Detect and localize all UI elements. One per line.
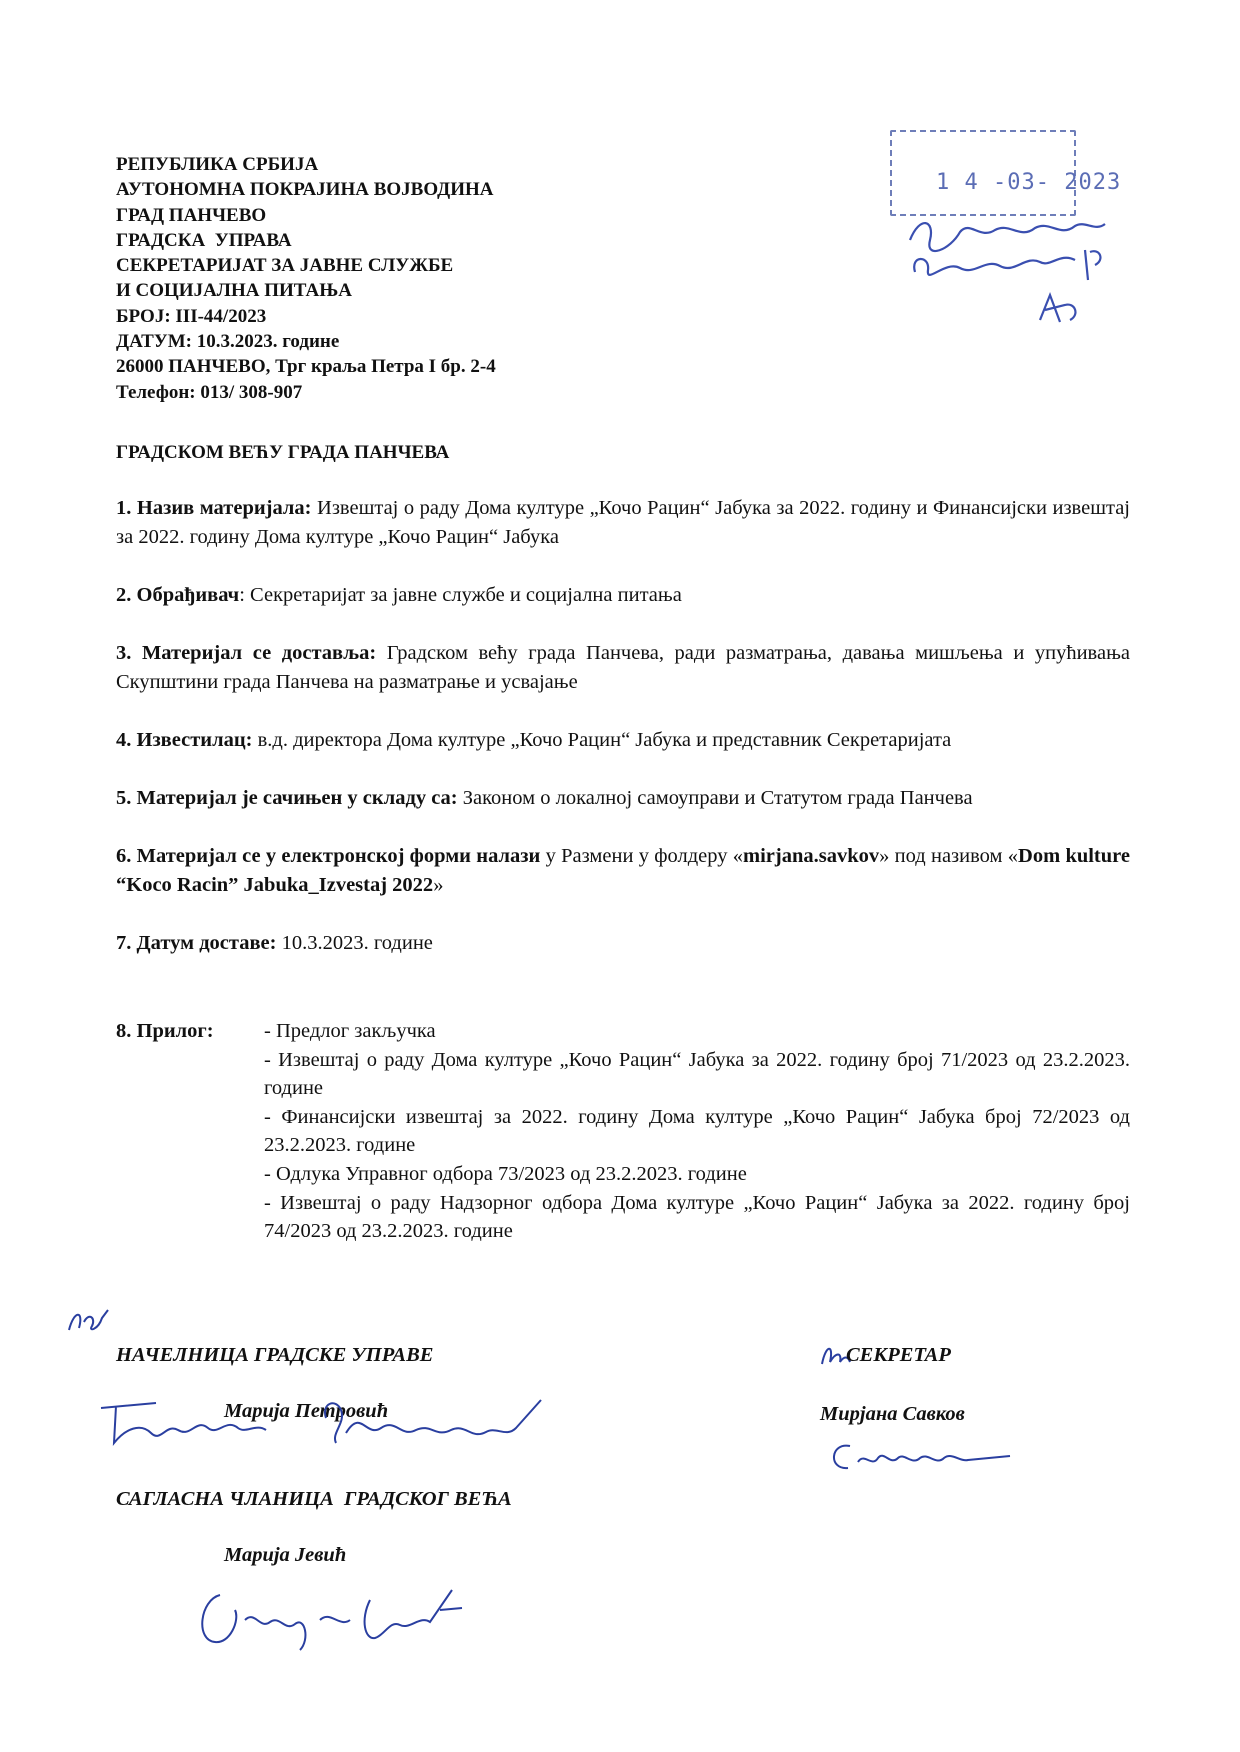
item-text: Извештај о раду Дома културе „Кочо Рацин“ Јабука за 2022. годину и Финансијски извештај за 2022. годину Дома културе „Кочо Рацин“ Јабука (116, 497, 1130, 548)
item-text: » (433, 874, 444, 896)
item-text: 10.3.2023. године (276, 932, 433, 954)
item-label: 1. Назив материјала: (116, 497, 312, 519)
stamp-date: 1 4 -03- 2023 (936, 170, 1122, 195)
addressee: ГРАДСКОМ ВЕЋУ ГРАДА ПАНЧЕВА (116, 442, 450, 463)
attachments-list (264, 1017, 1130, 1246)
header-line: ДАТУМ: 10.3.2023. године (116, 331, 340, 353)
items-list (116, 494, 1130, 958)
header-line: ГРАД ПАНЧЕВО (116, 204, 267, 226)
member-title: САГЛАСНА ЧЛАНИЦА ГРАДСКОГ ВЕЋА (116, 1488, 512, 1510)
attachment-item: - Извештај о раду Дома културе „Кочо Рацин“ Јабука за 2022. годину број 71/2023 од 23.2.2023. године (264, 1048, 1130, 1100)
item-reporter (116, 726, 1130, 755)
chief-title: НАЧЕЛНИЦА ГРАДСКЕ УПРАВЕ (116, 1344, 434, 1366)
item-text: Градском већу града Панчева, ради разматрања, давања мишљења и упућивања Скупштини града Панчева на разматрање и усвајање (116, 642, 1130, 693)
item-label: 6. Материјал се у електронској форми налази (116, 845, 541, 867)
item-text: в.д. директора Дома културе „Кочо Рацин“ Јабука и представник Секретаријата (252, 729, 952, 751)
file-name: Dom kulture “Koco Racin” Jabuka_Izvestaj 2022 (116, 845, 1130, 896)
item-label: 2. Обрађивач (116, 584, 240, 606)
attachment-item: - Финансијски извештај за 2022. годину Дома културе „Кочо Рацин“ Јабука број 72/2023 од 23.2.2023. године (264, 1105, 1130, 1157)
secretary-name: Мирјана Савков (820, 1403, 965, 1425)
chief-signature (96, 1388, 556, 1458)
item-text: : Секретаријат за јавне службе и социјална питања (239, 584, 682, 606)
attachment-item: - Одлука Управног одбора 73/2023 од 23.2.2023. године (264, 1162, 747, 1185)
item-label: 5. Материјал је сачињен у складу са: (116, 787, 458, 809)
header-line: СЕКРЕТАРИЈАТ ЗА ЈАВНЕ СЛУЖБЕ (116, 255, 454, 277)
header-line: И СОЦИЈАЛНА ПИТАЊА (116, 280, 352, 302)
attachment-item: - Извештај о раду Надзорног одбора Дома културе „Кочо Рацин“ Јабука за 2022. годину број 74/2023 од 23.2.2023. године (264, 1191, 1130, 1243)
member-signature (190, 1580, 470, 1660)
secretary-title: СЕКРЕТАР (846, 1344, 951, 1366)
header-line: ГРАДСКА УПРАВА (116, 229, 292, 251)
item-label: 4. Известилац: (116, 729, 253, 751)
header-line: АУТОНОМНА ПОКРАЈИНА ВОЈВОДИНА (116, 179, 494, 201)
item-label: 7. Датум доставе: (116, 932, 277, 954)
item-processor (116, 581, 1130, 610)
header-line: РЕПУБЛИКА СРБИЈА (116, 154, 319, 175)
attachments-label: 8. Прилог: (116, 1020, 214, 1042)
document-header (116, 152, 496, 405)
header-line: БРОЈ: III-44/2023 (116, 305, 267, 327)
header-line: Телефон: 013/ 308-907 (116, 381, 303, 403)
attachment-item: - Предлог закључка (264, 1020, 436, 1042)
secretary-signature (820, 1432, 1020, 1482)
item-electronic-location (116, 842, 1130, 900)
chief-name: Марија Петровић (224, 1400, 389, 1422)
header-line: 26000 ПАНЧЕВО, Трг краља Петра I бр. 2-4 (116, 356, 496, 378)
item-text: у Размени у фолдеру « (540, 845, 744, 867)
member-name: Марија Јевић (224, 1544, 347, 1566)
initials-mark (64, 1300, 114, 1340)
item-material-name (116, 494, 1130, 552)
handwritten-note (900, 210, 1130, 350)
item-delivery-date (116, 929, 1130, 958)
item-text: Законом о локалној самоуправи и Статутом града Панчева (457, 787, 973, 809)
item-delivered-to (116, 639, 1130, 697)
folder-name: mirjana.savkov (743, 845, 880, 867)
item-label: 3. Материјал се доставља: (116, 642, 377, 664)
item-text: » под називом « (879, 845, 1019, 867)
item-legal-basis (116, 784, 1130, 813)
